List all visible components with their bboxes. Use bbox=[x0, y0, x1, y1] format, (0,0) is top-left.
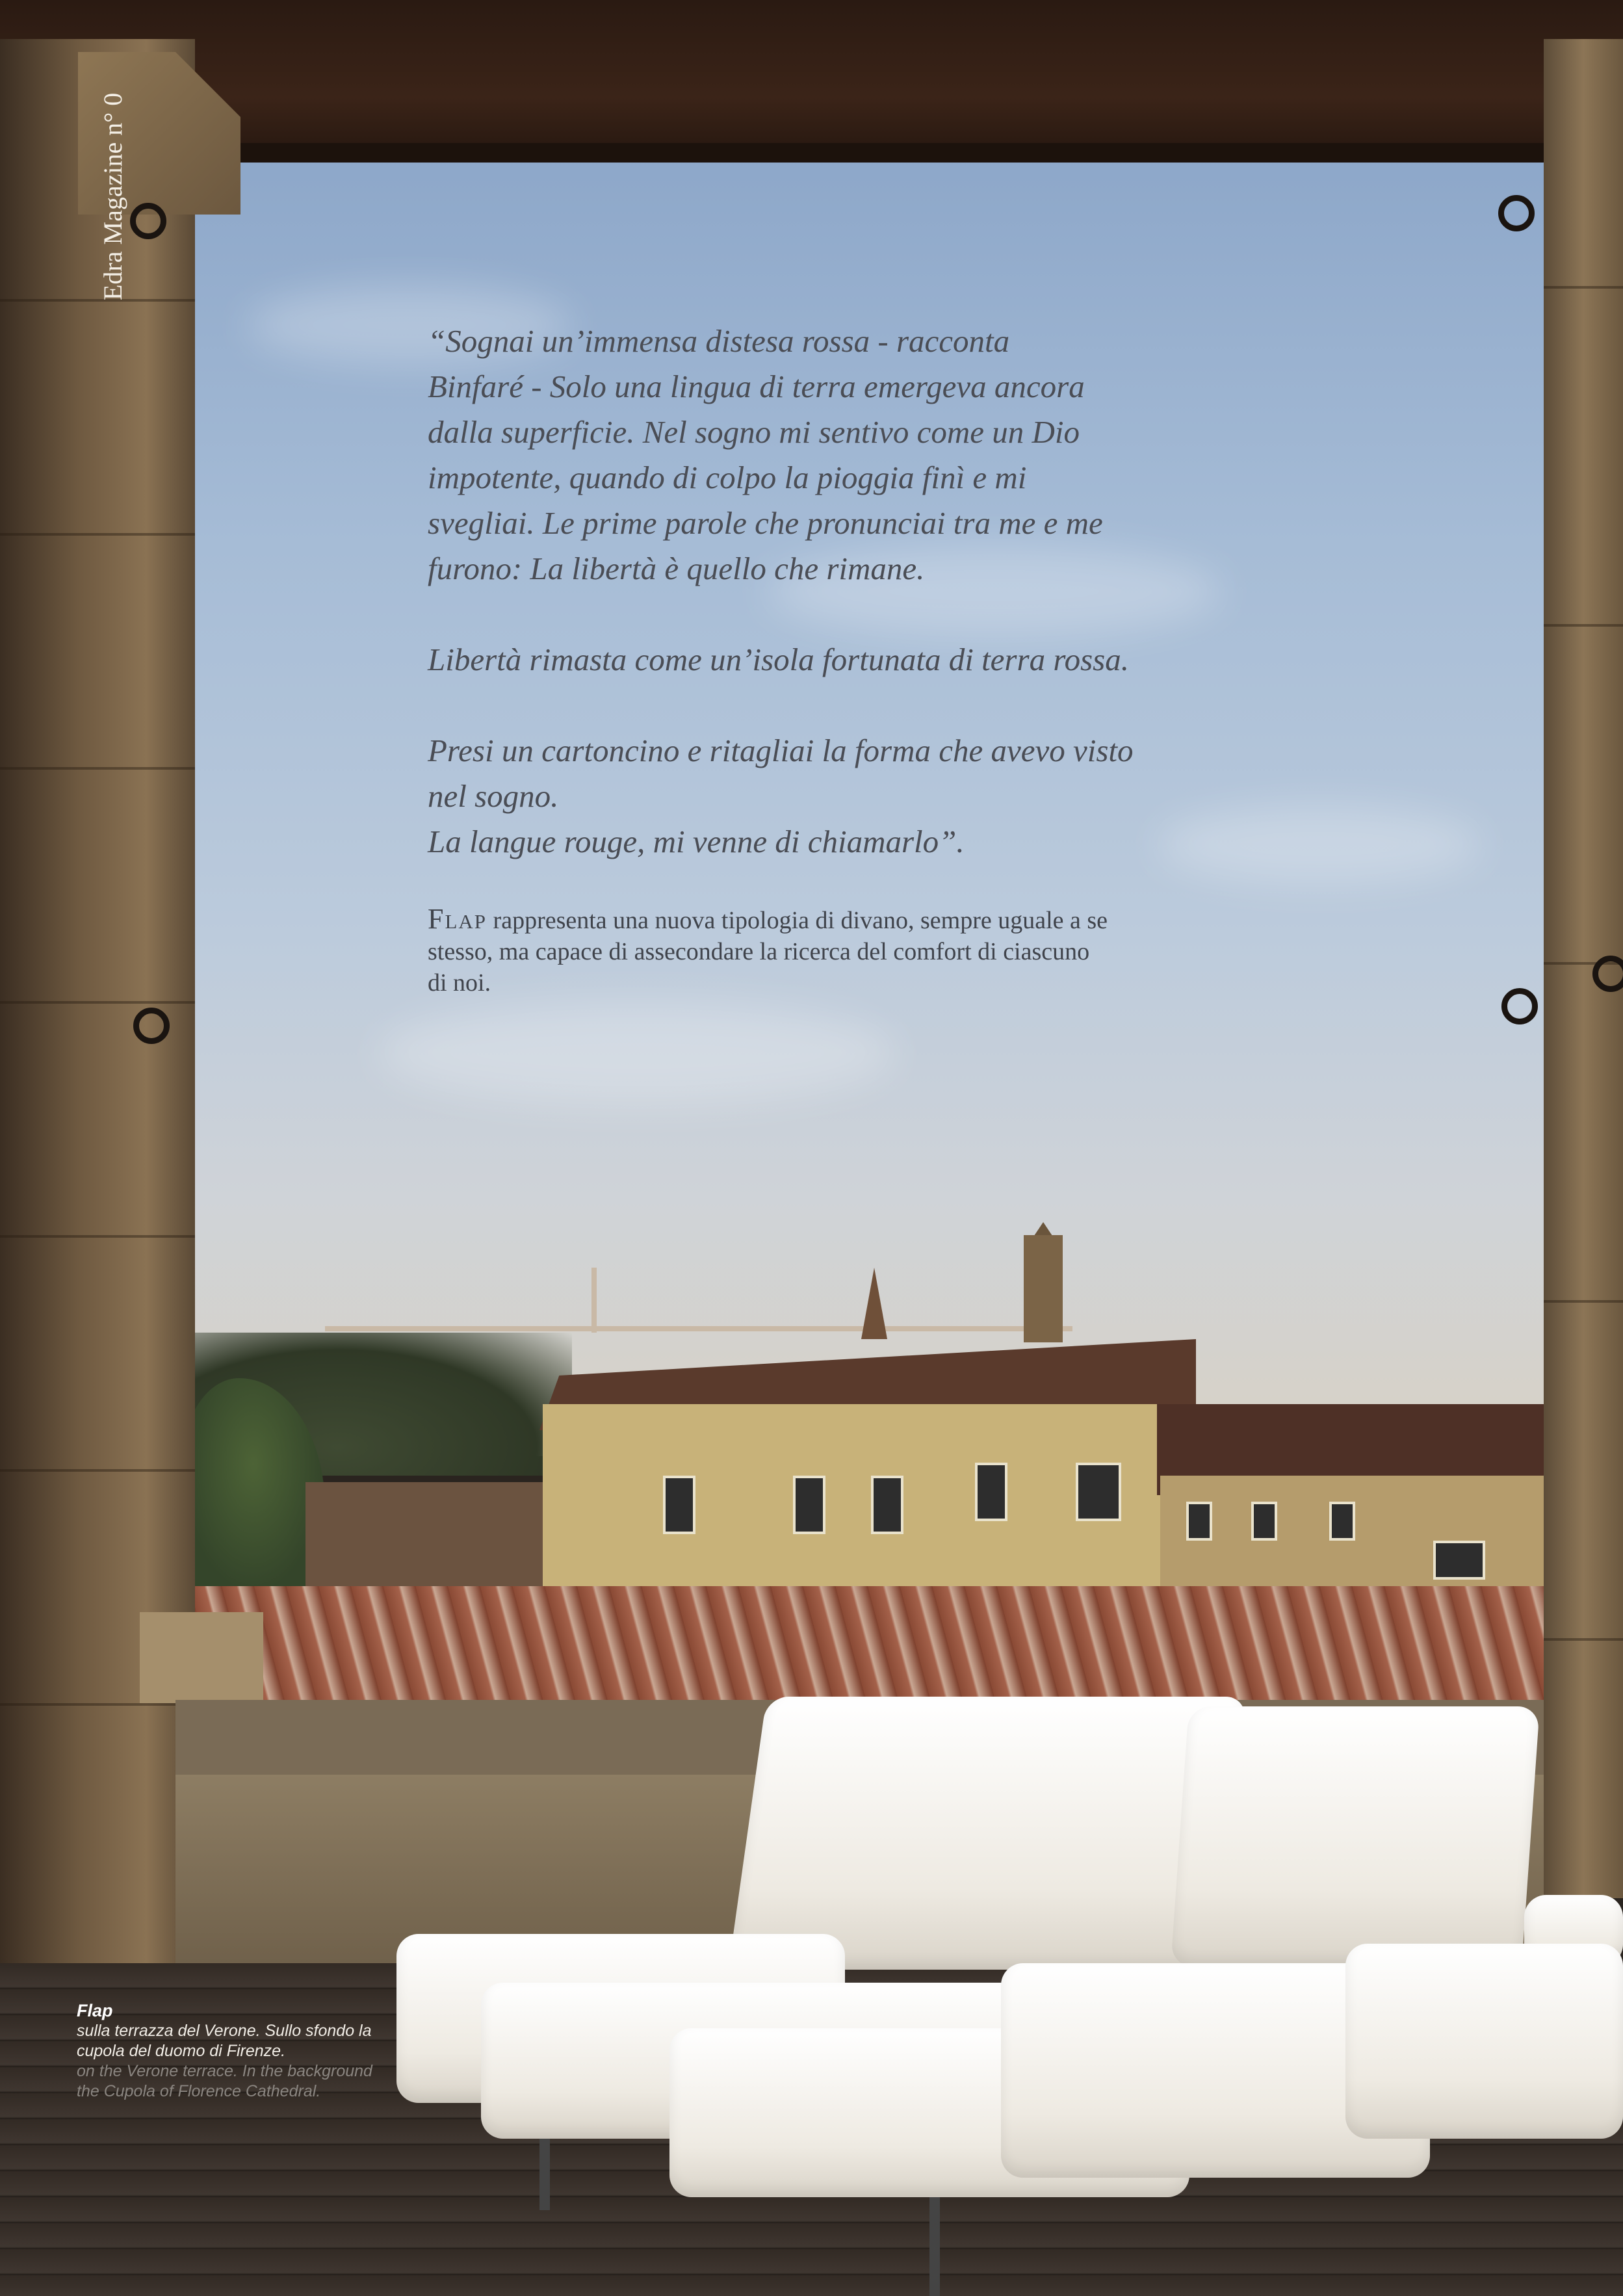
quote-line: dalla superficie. Nel sogno mi sentivo come un Dio bbox=[428, 414, 1080, 450]
quote-line: La langue rouge, mi venne di chiamarlo”. bbox=[428, 824, 965, 859]
iron-ring bbox=[130, 203, 166, 239]
quote-block bbox=[428, 319, 1227, 865]
quote-line: Presi un cartoncino e ritagliai la forma che avevo visto bbox=[428, 733, 1134, 768]
photo-caption bbox=[77, 2001, 415, 2102]
sofa-seat bbox=[1345, 1944, 1623, 2139]
product-description bbox=[428, 904, 1227, 998]
iron-ring bbox=[133, 1008, 170, 1044]
magazine-label: Edra Magazine n° 0 bbox=[98, 92, 127, 300]
window bbox=[1329, 1502, 1355, 1541]
sofa-backrest bbox=[1171, 1706, 1540, 1966]
caption-english: on the Verone terrace. In the background bbox=[77, 2062, 372, 2080]
quote-paragraph bbox=[428, 637, 1227, 683]
quote-line: Binfaré - Solo una lingua di terra emergeva ancora bbox=[428, 369, 1085, 404]
sofa-backrest bbox=[728, 1697, 1247, 1970]
sofa-leg bbox=[929, 2197, 940, 2296]
quote-line: “Sognai un’immensa distesa rossa - racconta bbox=[428, 323, 1010, 359]
quote-paragraph bbox=[428, 728, 1227, 865]
ceiling-beam bbox=[0, 0, 1623, 163]
crane bbox=[325, 1326, 1072, 1331]
caption-italian: sulla terrazza del Verone. Sullo sfondo la bbox=[77, 2022, 372, 2040]
iron-ring bbox=[1501, 988, 1538, 1024]
description-line: stesso, ma capace di assecondare la ricerca del comfort di ciascuno bbox=[428, 938, 1090, 965]
window bbox=[1251, 1502, 1277, 1541]
caption-title: Flap bbox=[77, 2001, 113, 2020]
brand-name: Flap bbox=[428, 903, 487, 935]
window bbox=[663, 1476, 695, 1534]
stone-bench bbox=[140, 1612, 263, 1703]
window bbox=[871, 1476, 903, 1534]
quote-line: Libertà rimasta come un’isola fortunata di terra rossa. bbox=[428, 642, 1129, 677]
description-line: di noi. bbox=[428, 969, 491, 997]
caption-italian: cupola del duomo di Firenze. bbox=[77, 2042, 286, 2060]
window bbox=[793, 1476, 825, 1534]
sofa-leg bbox=[539, 2139, 550, 2210]
crane-mast bbox=[591, 1268, 597, 1333]
caption-english: the Cupola of Florence Cathedral. bbox=[77, 2082, 321, 2100]
beam-edge bbox=[169, 143, 1547, 163]
bell-tower bbox=[1024, 1235, 1063, 1342]
description-line: rappresenta una nuova tipologia di divano, sempre uguale a se bbox=[493, 907, 1108, 934]
quote-line: impotente, quando di colpo la pioggia finì e mi bbox=[428, 460, 1027, 495]
roof-tiles bbox=[188, 1586, 1544, 1703]
quote-line: svegliai. Le prime parole che pronunciai tra me e me bbox=[428, 505, 1103, 541]
quote-line: nel sogno. bbox=[428, 778, 559, 814]
iron-ring bbox=[1592, 956, 1623, 992]
window bbox=[1433, 1541, 1485, 1580]
window bbox=[975, 1463, 1007, 1521]
building bbox=[305, 1482, 546, 1599]
quote-paragraph bbox=[428, 319, 1227, 592]
building bbox=[543, 1404, 1193, 1599]
building bbox=[1160, 1476, 1544, 1599]
iron-ring bbox=[1498, 195, 1535, 231]
quote-line: furono: La libertà è quello che rimane. bbox=[428, 551, 925, 586]
window bbox=[1076, 1463, 1121, 1521]
window bbox=[1186, 1502, 1212, 1541]
